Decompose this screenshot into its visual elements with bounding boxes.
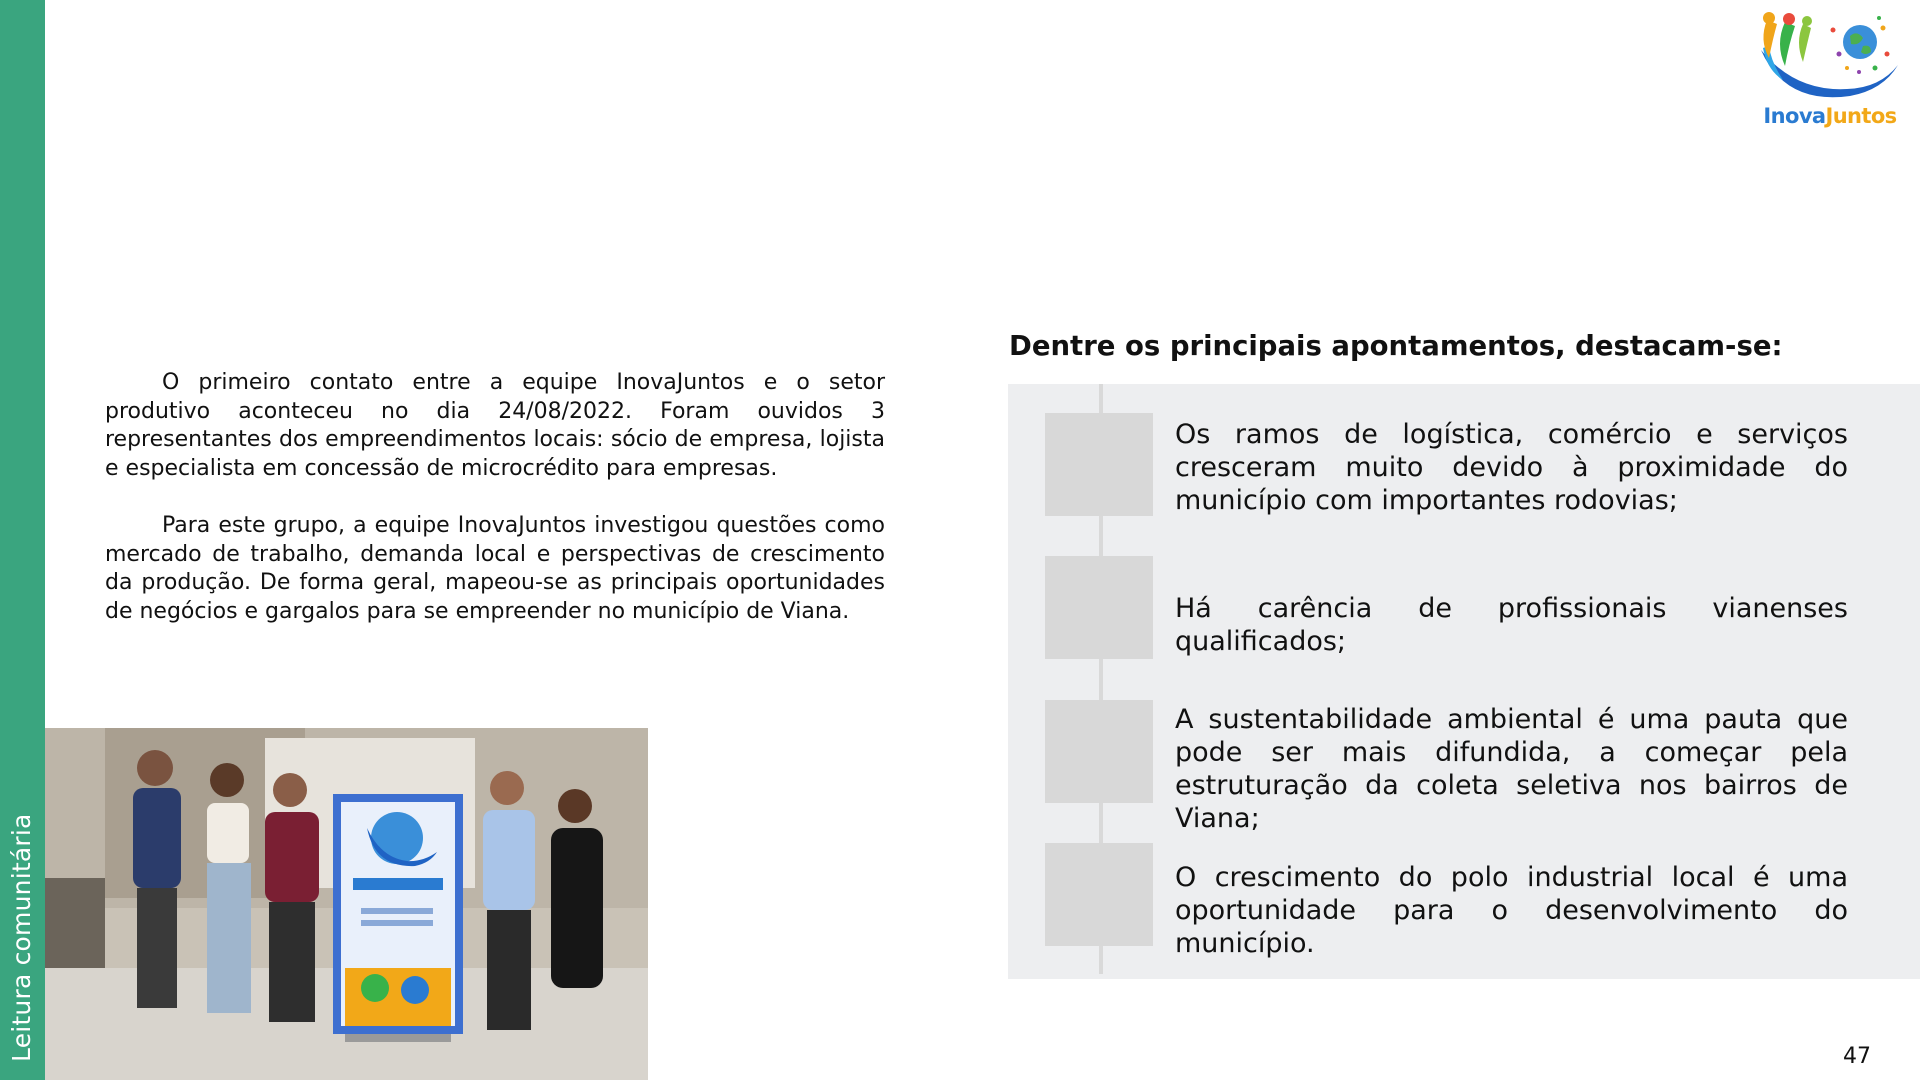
intro-text (105, 369, 885, 626)
highlight-item: O crescimento do polo industrial local é uma oportunidade para o desenvolvimento do município. (1175, 862, 1848, 959)
logo-mark-icon (1755, 10, 1905, 105)
banner-stand (333, 794, 463, 1042)
side-bar (0, 0, 45, 1080)
highlight-item: Há carência de profissionais vianenses qualificados; (1175, 593, 1848, 657)
item-marker (1045, 843, 1153, 946)
highlights-heading: Dentre os principais apontamentos, destacam-se: (1009, 330, 1783, 362)
item-marker (1045, 413, 1153, 516)
intro-paragraph: Para este grupo, a equipe InovaJuntos investigou questões como mercado de trabalho, demanda local e perspectivas de crescimento da produção. De forma geral, mapeou-se as principais oportunidades de negócios e gargalos para se empreender no município de Viana. (105, 513, 885, 624)
section-label: Leitura comunitária (7, 813, 36, 1062)
page-number: 47 (1843, 1044, 1871, 1069)
item-marker (1045, 700, 1153, 803)
intro-paragraph: O primeiro contato entre a equipe InovaJuntos e o setor produtivo aconteceu no dia 24/08/2022. Foram ouvidos 3 representantes dos empreendimentos locais: sócio de empresa, lojista e especialista em concessão de microcrédito para empresas. (105, 370, 885, 481)
highlights-panel (1008, 384, 1920, 979)
group-photo (45, 728, 648, 1080)
logo-text: InovaJuntos (1763, 104, 1897, 128)
highlight-item: Os ramos de logística, comércio e serviços cresceram muito devido à proximidade do município com importantes rodovias; (1175, 419, 1848, 516)
item-marker (1045, 556, 1153, 659)
inovajuntos-logo (1755, 10, 1905, 135)
highlight-item: A sustentabilidade ambiental é uma pauta que pode ser mais difundida, a começar pela estruturação da coleta seletiva nos bairros de Viana; (1175, 704, 1848, 834)
